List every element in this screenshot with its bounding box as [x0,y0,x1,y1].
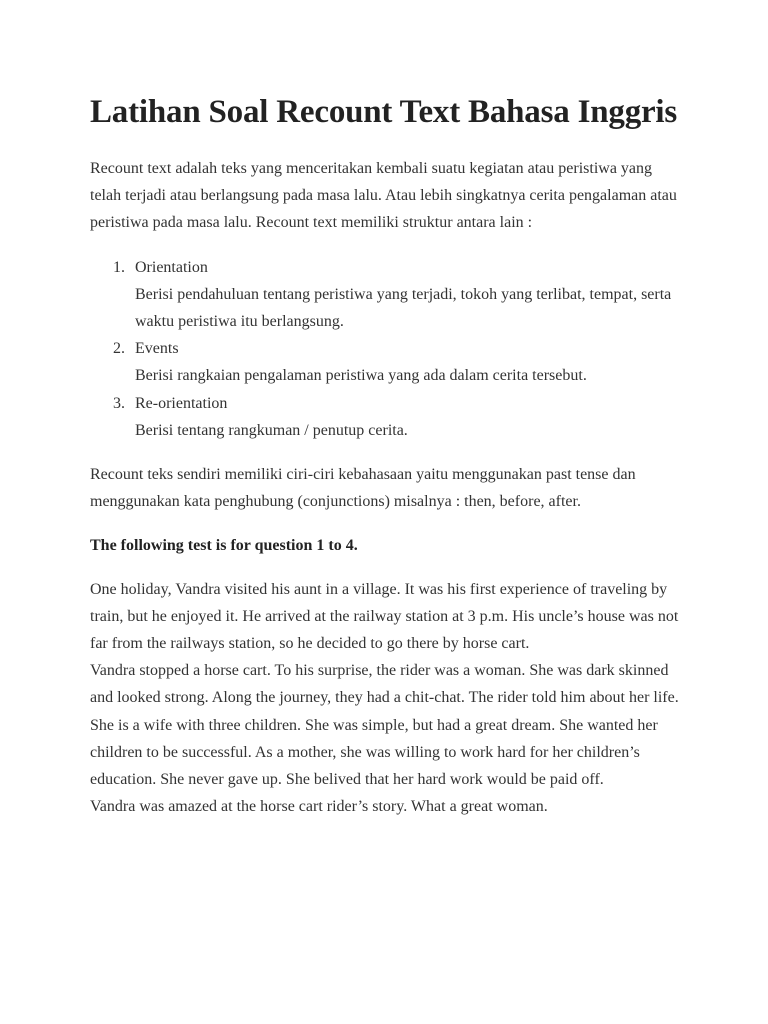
story-paragraph: One holiday, Vandra visited his aunt in a village. It was his first experience of traveling by train, but he enjoyed it. He arrived at the railway station at 3 p.m. His uncle’s house was not far from the railways station, so he decided to go there by horse cart. [90,580,679,653]
structure-item-description: Berisi tentang rangkuman / penutup cerita. [135,421,408,439]
page-title: Latihan Soal Recount Text Bahasa Inggris [90,94,678,130]
structure-item-title: Re-orientation [135,394,228,412]
structure-item-title: Events [135,340,179,358]
structure-item [90,335,680,389]
structure-item [90,390,680,444]
structure-item-description: Berisi rangkaian pengalaman peristiwa yang ada dalam cerita tersebut. [135,367,587,385]
intro-paragraph: Recount text adalah teks yang menceritakan kembali suatu kegiatan atau peristiwa yang telah terjadi atau berlangsung pada masa lalu. Atau lebih singkatnya cerita pengalaman atau peristiwa pada masa lalu. Recount text memiliki struktur antara lain : [90,160,677,232]
story-paragraph: Vandra was amazed at the horse cart rider’s story. What a great woman. [90,798,548,816]
structure-item [90,254,680,336]
features-paragraph: Recount teks sendiri memiliki ciri-ciri kebahasaan yaitu menggunakan past tense dan menggunakan kata penghubung (conjunctions) misalnya : then, before, after. [90,466,636,511]
structure-item-number: 2. [113,340,125,358]
structure-item-number: 1. [113,258,125,276]
story-text [90,576,680,821]
structure-list [90,254,680,444]
structure-item-number: 3. [113,394,125,412]
structure-item-title: Orientation [135,258,208,276]
structure-item-description: Berisi pendahuluan tentang peristiwa yang terjadi, tokoh yang terlibat, tempat, serta waktu peristiwa itu berlangsung. [135,285,672,331]
question-heading: The following test is for question 1 to 4. [90,537,358,555]
story-paragraph: Vandra stopped a horse cart. To his surprise, the rider was a woman. She was dark skinned and looked strong. Along the journey, they had a chit-chat. The rider told him about her life. She is a wife with three children. She was simple, but had a great dream. She wanted her children to be successful. As a mother, she was willing to work hard for her children’s education. She never gave up. She belived that her hard work would be paid off. [90,662,679,789]
